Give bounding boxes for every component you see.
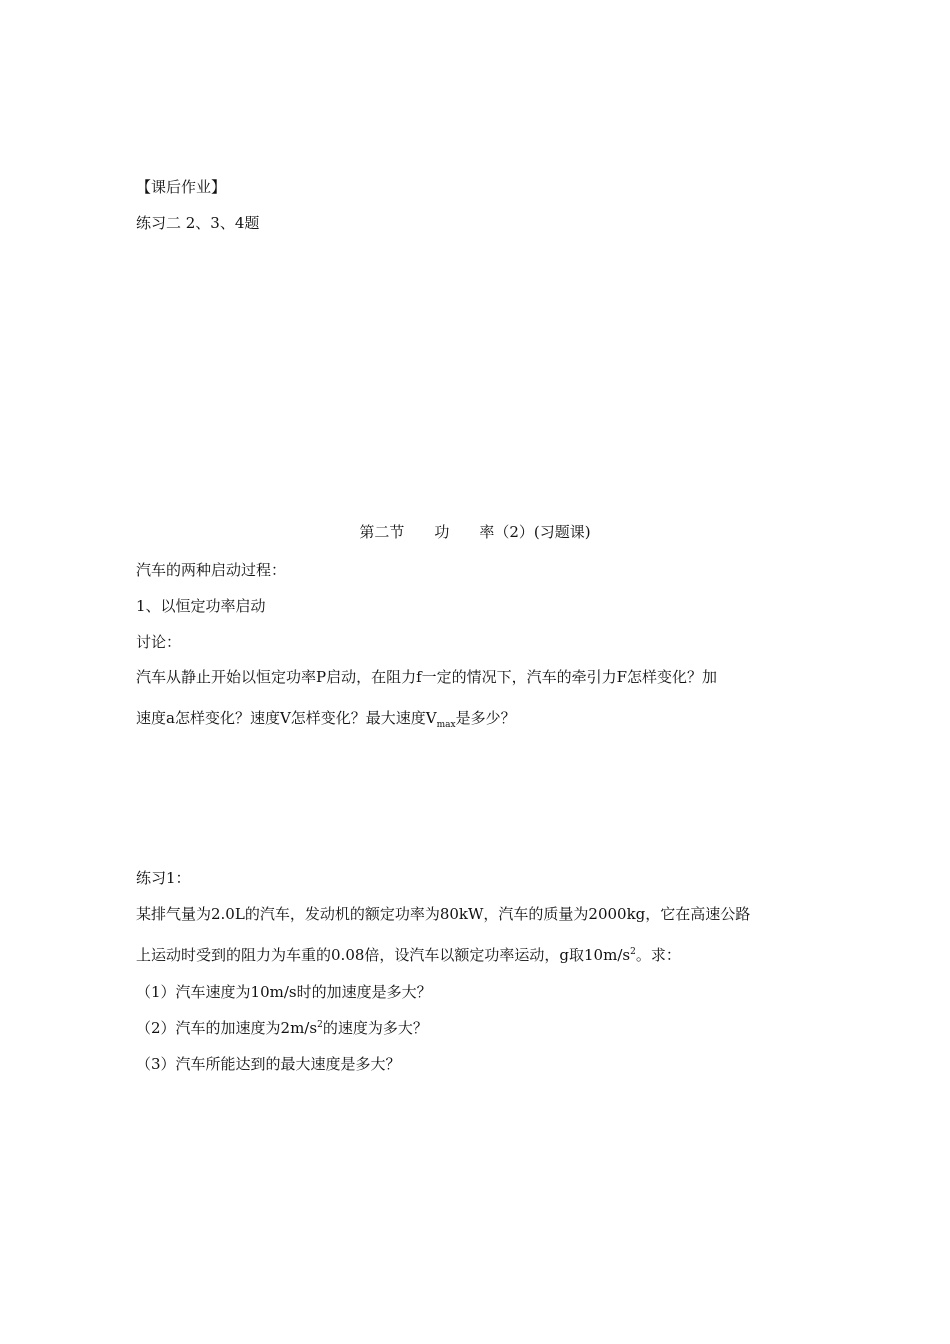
unit-superscript: 2: [630, 947, 636, 957]
section-title-part2: 功: [434, 523, 450, 541]
practice-line-2-end: 。求：: [635, 946, 681, 964]
discussion-line-1: 汽车从静止开始以恒定功率P启动，在阻力f一定的情况下，汽车的牵引力F怎样变化？加: [136, 668, 718, 686]
intro-text: 汽车的两种启动过程：: [136, 561, 287, 579]
question-2-superscript: 2: [317, 1020, 323, 1030]
section-title: [0, 522, 950, 542]
question-2-text: （2）汽车的加速度为2m/s: [136, 1019, 318, 1037]
practice-label: 练习1：: [136, 869, 191, 887]
question-2: [136, 1018, 428, 1038]
practice-line-2: [136, 945, 681, 965]
discussion-line-2-end: 是多少？: [455, 709, 516, 727]
discussion-label: 讨论：: [136, 633, 182, 651]
question-1: （1）汽车速度为10m/s时的加速度是多大？: [136, 983, 432, 1001]
practice-line-1: 某排气量为2.0L的汽车，发动机的额定功率为80kW，汽车的质量为2000kg，它在高速公路: [136, 905, 751, 923]
practice-line-2-text: 上运动时受到的阻力为车重的0.08倍，设汽车以额定功率运动，g取10m/s: [136, 946, 631, 964]
section-title-part3: 率（2）(习题课): [479, 523, 591, 541]
question-3: （3）汽车所能达到的最大速度是多大？: [136, 1055, 401, 1073]
vmax-subscript: max: [436, 720, 456, 730]
homework-heading: 【课后作业】: [136, 178, 227, 196]
question-2-end: 的速度为多大？: [322, 1019, 428, 1037]
section-title-part1: 第二节: [359, 523, 405, 541]
discussion-line-2: [136, 708, 516, 728]
homework-exercise: 练习二 2、3、4题: [136, 214, 260, 232]
discussion-line-2-text: 速度a怎样变化？速度V怎样变化？最大速度V: [136, 709, 437, 727]
case1-heading: 1、以恒定功率启动: [136, 597, 266, 615]
